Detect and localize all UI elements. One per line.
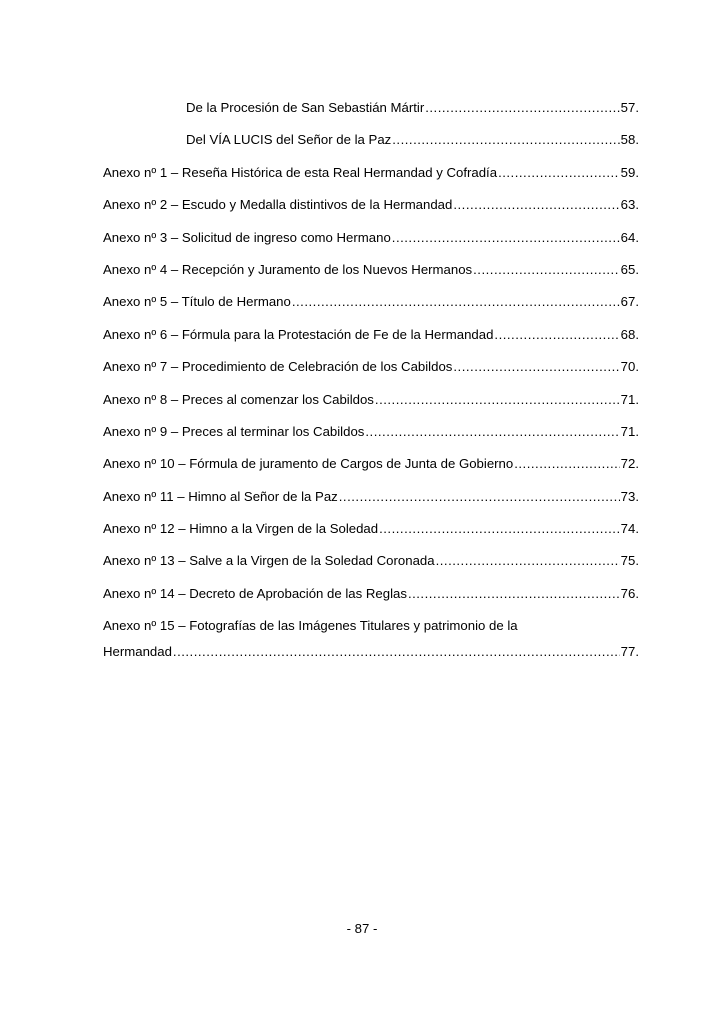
dot-leader xyxy=(173,644,620,660)
toc-entry xyxy=(103,424,639,440)
toc-entry xyxy=(103,294,639,310)
toc-entry-page: 74. xyxy=(620,521,639,537)
toc-entry-page: 75. xyxy=(620,553,639,569)
dot-leader xyxy=(498,165,620,181)
toc-entry-label: Anexo nº 11 – Himno al Señor de la Paz xyxy=(103,488,338,504)
toc-entry-label: Anexo nº 3 – Solicitud de ingreso como Hermano xyxy=(103,229,391,245)
toc-entry xyxy=(103,197,639,213)
toc-entry-label: Anexo nº 14 – Decreto de Aprobación de las Reglas xyxy=(103,585,407,601)
toc-entry-page: 59. xyxy=(620,164,639,180)
toc-entry xyxy=(103,456,639,472)
toc-entry xyxy=(103,392,639,408)
toc-entry xyxy=(103,165,639,181)
toc-entry-page: 67. xyxy=(620,294,639,310)
dot-leader xyxy=(408,586,620,602)
toc-entry-label: Anexo nº 6 – Fórmula para la Protestación de Fe de la Hermandad xyxy=(103,326,494,342)
toc-subentry xyxy=(103,100,639,116)
toc-entry-label: Anexo nº 9 – Preces al terminar los Cabildos xyxy=(103,423,365,439)
toc-entry xyxy=(103,359,639,375)
toc-entry-page: 63. xyxy=(620,197,639,213)
toc-entry-continuation xyxy=(103,644,639,660)
toc-entry-label: Anexo nº 7 – Procedimiento de Celebración de los Cabildos xyxy=(103,359,453,375)
dot-leader xyxy=(425,100,619,116)
toc-entry-label: Anexo nº 10 – Fórmula de juramento de Cargos de Junta de Gobierno xyxy=(103,456,514,472)
toc-entry-page: 58. xyxy=(620,132,639,148)
toc-entry-label: Anexo nº 12 – Himno a la Virgen de la Soledad xyxy=(103,521,379,537)
dot-leader xyxy=(392,132,619,148)
toc-entry-page: 72. xyxy=(620,456,639,472)
toc-entry-page: 71. xyxy=(620,391,639,407)
toc-entry-label: Anexo nº 1 – Reseña Histórica de esta Real Hermandad y Cofradía xyxy=(103,164,498,180)
dot-leader xyxy=(292,294,620,310)
dot-leader xyxy=(392,230,620,246)
toc-entry-page: 76. xyxy=(620,585,639,601)
toc-entry xyxy=(103,230,639,246)
toc-entry-page: 57. xyxy=(620,100,639,115)
dot-leader xyxy=(494,327,619,343)
toc-entry xyxy=(103,262,639,278)
toc-entry-label: Anexo nº 4 – Recepción y Juramento de los Nuevos Hermanos xyxy=(103,261,473,277)
toc-entry-page: 65. xyxy=(620,261,639,277)
toc-entry-page: 64. xyxy=(620,229,639,245)
toc-entry xyxy=(103,618,639,660)
dot-leader xyxy=(514,456,619,472)
toc-entry-label-continued: Hermandad xyxy=(103,644,172,660)
toc-entry xyxy=(103,521,639,537)
toc-subentry xyxy=(103,132,639,148)
dot-leader xyxy=(339,489,620,505)
toc-entry xyxy=(103,489,639,505)
toc-entry-label: De la Procesión de San Sebastián Mártir xyxy=(186,100,425,115)
toc-entry-page: 73. xyxy=(620,488,639,504)
toc-entry-page: 68. xyxy=(620,326,639,342)
dot-leader xyxy=(379,521,620,537)
page-number: - 87 - xyxy=(346,921,378,936)
toc-entry-page: 77. xyxy=(620,644,639,660)
toc-entry xyxy=(103,553,639,569)
dot-leader xyxy=(453,359,619,375)
dot-leader xyxy=(375,392,620,408)
toc-entry xyxy=(103,586,639,602)
toc-entry-page: 71. xyxy=(620,423,639,439)
dot-leader xyxy=(473,262,620,278)
dot-leader xyxy=(436,553,620,569)
dot-leader xyxy=(453,197,619,213)
toc-entry-label: Anexo nº 5 – Título de Hermano xyxy=(103,294,291,310)
table-of-contents xyxy=(103,100,639,677)
dot-leader xyxy=(365,424,619,440)
toc-entry-label: Anexo nº 8 – Preces al comenzar los Cabildos xyxy=(103,391,374,407)
toc-entry-label: Anexo nº 15 – Fotografías de las Imágenes Titulares y patrimonio de la xyxy=(103,618,518,634)
toc-entry-page: 70. xyxy=(620,359,639,375)
toc-entry xyxy=(103,327,639,343)
toc-entry-label: Anexo nº 13 – Salve a la Virgen de la Soledad Coronada xyxy=(103,553,435,569)
toc-entry-label: Del VÍA LUCIS del Señor de la Paz xyxy=(186,132,392,148)
toc-entry-label: Anexo nº 2 – Escudo y Medalla distintivos de la Hermandad xyxy=(103,197,453,213)
